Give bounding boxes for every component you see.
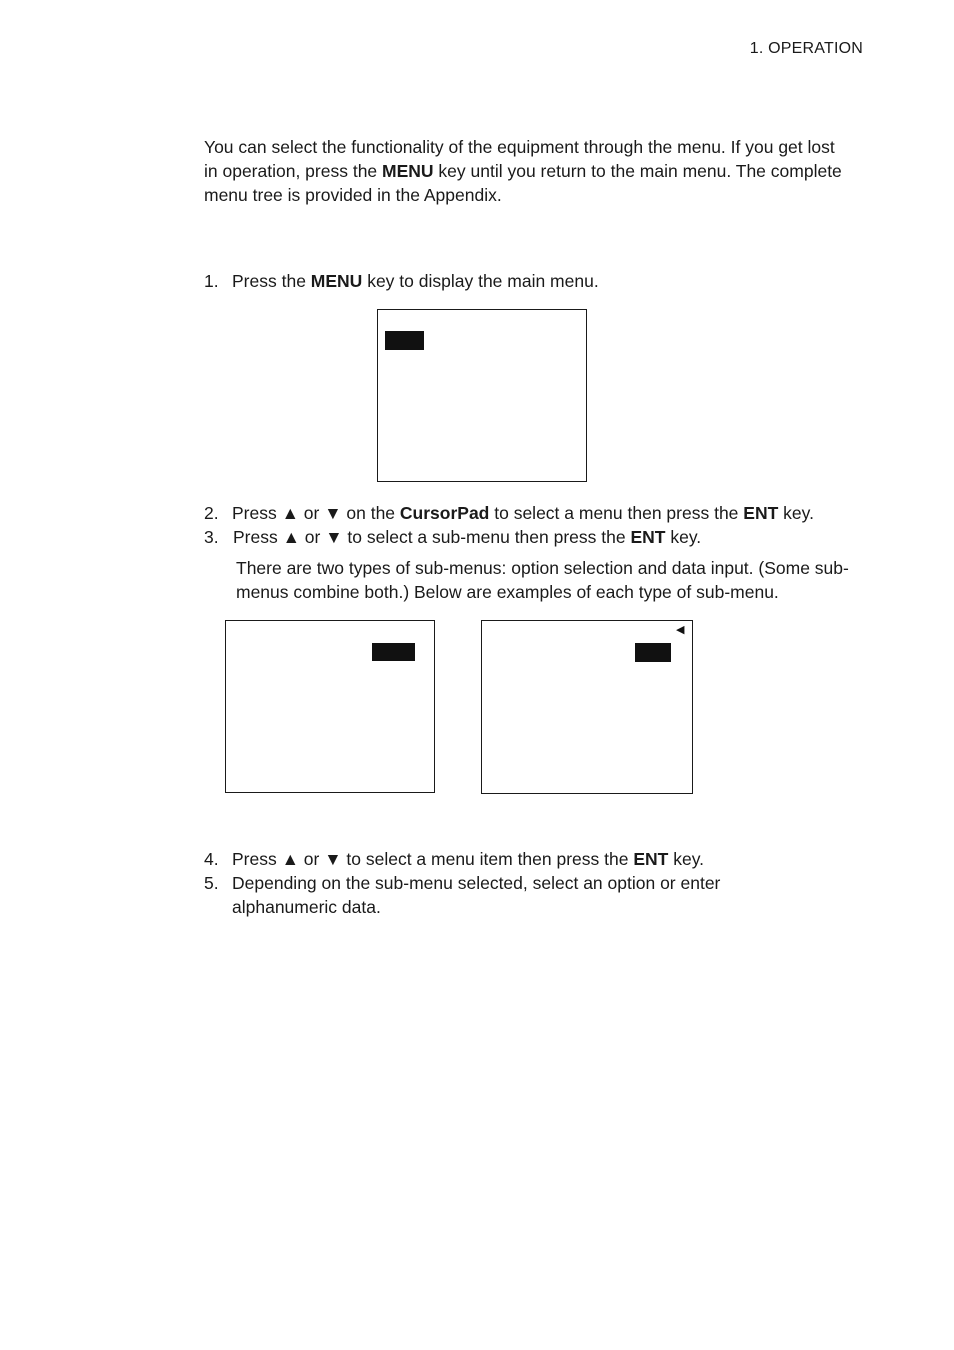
step-number: 4.	[204, 849, 219, 869]
step-number: 3.	[204, 527, 219, 547]
intro-key-menu: MENU	[382, 161, 434, 181]
step-text	[232, 501, 814, 525]
step-key-ent: ENT	[743, 503, 779, 523]
selection-cursor	[635, 643, 671, 662]
step-text-part: to select a menu then press the	[489, 503, 744, 523]
step-key-cursorpad: CursorPad	[399, 503, 490, 523]
intro-text-2: key until you return to the main menu. The complete menu tree is provided in the Appendix.	[204, 161, 842, 205]
data-input-screen	[481, 620, 693, 794]
selection-cursor	[385, 331, 424, 350]
page-header-section: 1. OPERATION	[749, 40, 863, 57]
step-text	[233, 525, 701, 549]
intro-text-1: You can select the functionality of the equipment through the menu. If you get lost in operation, press the	[204, 137, 835, 181]
option-selection-screen	[225, 620, 435, 793]
left-arrow-icon: ◀	[676, 624, 685, 636]
step-text-part: key to display the main menu.	[362, 271, 599, 291]
step-text	[232, 269, 599, 293]
step-text-part: Press ▲ or ▼ on the	[232, 503, 400, 523]
step-text-part: Press ▲ or ▼ to select a sub-menu then press the	[233, 527, 631, 547]
step-text-part: Press ▲ or ▼ to select a menu item then press the	[232, 849, 634, 869]
step-key-menu: MENU	[310, 271, 363, 291]
step-text	[232, 847, 704, 871]
step-text-part: key.	[668, 849, 705, 869]
step-text-part: key.	[665, 527, 702, 547]
main-menu-screen	[377, 309, 587, 482]
intro-paragraph	[204, 135, 844, 207]
step-number: 2.	[204, 503, 219, 523]
step-number: 1.	[204, 271, 219, 291]
step-text-part: key.	[778, 503, 814, 523]
step-text: Depending on the sub-menu selected, select an option or enter alphanumeric data.	[232, 873, 721, 917]
sub-menu-note: There are two types of sub-menus: option selection and data input. (Some sub-menus combine both.) Below are examples of each type of sub-menu.	[236, 558, 849, 602]
step-number: 5.	[204, 873, 219, 893]
step-key-ent: ENT	[633, 849, 669, 869]
step-key-ent: ENT	[630, 527, 666, 547]
step-text-part: Press the	[232, 271, 311, 291]
selection-cursor	[372, 643, 415, 661]
